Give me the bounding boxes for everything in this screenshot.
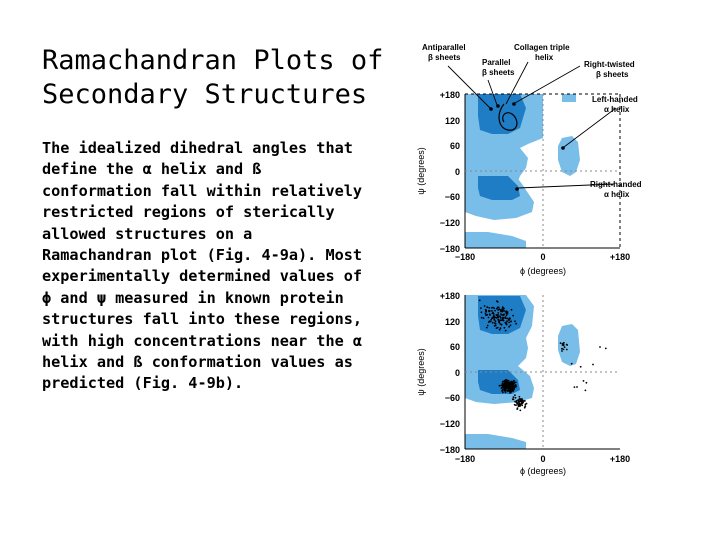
scatter-point bbox=[490, 319, 492, 321]
bottom-region-light bbox=[465, 232, 526, 248]
scatter-point bbox=[516, 401, 518, 403]
scatter-point bbox=[509, 387, 511, 389]
scatter-point bbox=[514, 404, 516, 406]
plot-a-ytick: −180 bbox=[439, 244, 460, 254]
slide-body-text: The idealized dihedral angles that define the α helix and ß conformation fall within relatively restricted regions of sterically allowed structures on a Ramachandran plot (Fig. 4-9a). Most experimentally determined values of ϕ and ψ measured in known protein structures fall into these regions, with high concentrations near the α helix and ß conformation values as predicted (Fig. 4-9b). bbox=[42, 139, 363, 393]
scatter-point bbox=[515, 397, 517, 399]
scatter-point bbox=[492, 322, 494, 324]
scatter-point bbox=[497, 317, 499, 319]
label-collagen: Collagen triple bbox=[514, 43, 570, 52]
scatter-point bbox=[561, 350, 563, 352]
scatter-point bbox=[500, 313, 502, 315]
scatter-point bbox=[512, 390, 514, 392]
scatter-point bbox=[501, 308, 503, 310]
scatter-point bbox=[520, 401, 522, 403]
scatter-point bbox=[521, 400, 523, 402]
scatter-point bbox=[503, 317, 505, 319]
scatter-point bbox=[574, 386, 576, 388]
scatter-point bbox=[507, 313, 509, 315]
scatter-point bbox=[514, 394, 516, 396]
scatter-point bbox=[525, 404, 527, 406]
scatter-point bbox=[515, 323, 517, 325]
label-parallel: Parallel bbox=[482, 58, 511, 67]
scatter-point bbox=[507, 380, 509, 382]
scatter-point bbox=[493, 307, 495, 309]
plot-b-ytick: −120 bbox=[439, 419, 460, 429]
scatter-point bbox=[481, 311, 483, 313]
scatter-point bbox=[493, 315, 495, 317]
scatter-point bbox=[514, 320, 516, 322]
plot-b-xtick: +180 bbox=[609, 454, 631, 464]
scatter-point bbox=[486, 306, 488, 308]
scatter-point bbox=[519, 398, 521, 400]
scatter-point bbox=[491, 310, 493, 312]
scatter-point bbox=[508, 326, 510, 328]
scatter-point bbox=[501, 310, 503, 312]
slide-title: Ramachandran Plots of Secondary Structures bbox=[42, 45, 384, 110]
scatter-point bbox=[513, 388, 515, 390]
scatter-point bbox=[571, 363, 573, 365]
scatter-point bbox=[507, 385, 509, 387]
scatter-point bbox=[497, 314, 499, 316]
scatter-point bbox=[505, 330, 507, 332]
beta-region-dark bbox=[478, 94, 526, 134]
scatter-point bbox=[502, 319, 504, 321]
scatter-point bbox=[513, 380, 515, 382]
scatter-point bbox=[488, 310, 490, 312]
scatter-point bbox=[513, 396, 515, 398]
plot-b-x-axis-label: ϕ (degrees) bbox=[519, 466, 567, 476]
ramachandran-plot-b bbox=[416, 291, 630, 476]
scatter-point bbox=[510, 321, 512, 323]
scatter-point bbox=[495, 323, 497, 325]
scatter-point bbox=[564, 346, 566, 348]
scatter-point bbox=[485, 309, 487, 311]
scatter-point bbox=[506, 390, 508, 392]
scatter-point bbox=[512, 315, 514, 317]
scatter-point bbox=[489, 320, 491, 322]
scatter-point bbox=[495, 320, 497, 322]
scatter-point bbox=[501, 324, 503, 326]
scatter-point bbox=[494, 310, 496, 312]
scatter-point bbox=[494, 317, 496, 319]
scatter-point bbox=[501, 387, 503, 389]
plot-a-ytick: +180 bbox=[439, 90, 460, 100]
scatter-point bbox=[502, 314, 504, 316]
scatter-point bbox=[504, 380, 506, 382]
scatter-point bbox=[510, 392, 512, 394]
scatter-point bbox=[519, 410, 521, 412]
scatter-point bbox=[496, 300, 498, 302]
scatter-point bbox=[497, 312, 499, 314]
scatter-point bbox=[508, 390, 510, 392]
plot-a-ytick: −120 bbox=[439, 218, 460, 228]
scatter-point bbox=[479, 300, 481, 302]
scatter-point bbox=[496, 327, 498, 329]
label-antiparallel: Antiparallel bbox=[422, 43, 466, 52]
scatter-point bbox=[500, 327, 502, 329]
scatter-point bbox=[519, 396, 521, 398]
scatter-point bbox=[524, 406, 526, 408]
allowed-regions bbox=[465, 94, 580, 248]
scatter-point bbox=[485, 313, 487, 315]
left-handed-region-light-b bbox=[558, 324, 580, 366]
label-right-handed-alpha: α helix bbox=[604, 190, 630, 199]
scatter-point bbox=[507, 387, 509, 389]
plot-b-ytick: 60 bbox=[449, 342, 460, 352]
scatter-point bbox=[488, 307, 490, 309]
scatter-point bbox=[484, 305, 486, 307]
scatter-point bbox=[566, 349, 568, 351]
scatter-point bbox=[502, 306, 504, 308]
scatter-point bbox=[499, 319, 501, 321]
scatter-point bbox=[491, 317, 493, 319]
scatter-point bbox=[505, 317, 507, 319]
scatter-point bbox=[508, 322, 510, 324]
left-handed-region-light bbox=[558, 136, 580, 176]
scatter-point bbox=[599, 346, 601, 348]
label-parallel-beta: β sheets bbox=[482, 68, 515, 77]
scatter-point bbox=[500, 309, 502, 311]
scatter-point bbox=[511, 384, 513, 386]
plot-a-y-axis-label: ψ (degrees) bbox=[416, 147, 426, 195]
scatter-point bbox=[576, 386, 578, 388]
scatter-point bbox=[510, 381, 512, 383]
scatter-point bbox=[509, 385, 511, 387]
ramachandran-plot-a bbox=[416, 43, 642, 276]
label-left-handed: Left-handed bbox=[592, 95, 638, 104]
scatter-point bbox=[480, 307, 482, 309]
scatter-point bbox=[489, 313, 491, 315]
scatter-point bbox=[585, 390, 587, 392]
scatter-point bbox=[494, 325, 496, 327]
plot-a-xtick: +180 bbox=[609, 252, 631, 262]
scatter-point bbox=[495, 314, 497, 316]
scatter-point bbox=[498, 321, 500, 323]
scatter-point bbox=[586, 382, 588, 384]
scatter-point bbox=[583, 380, 585, 382]
scatter-point bbox=[560, 342, 562, 344]
top-right-region-light bbox=[562, 94, 576, 102]
scatter-point bbox=[511, 387, 513, 389]
scatter-point bbox=[511, 309, 513, 311]
scatter-point bbox=[499, 385, 501, 387]
scatter-point bbox=[504, 390, 506, 392]
scatter-point bbox=[505, 385, 507, 387]
label-antiparallel-beta: β sheets bbox=[428, 53, 461, 62]
scatter-point bbox=[486, 327, 488, 329]
scatter-point bbox=[496, 308, 498, 310]
scatter-point bbox=[499, 329, 501, 331]
scatter-point bbox=[512, 398, 514, 400]
scatter-point bbox=[503, 308, 505, 310]
scatter-point bbox=[487, 325, 489, 327]
scatter-point bbox=[518, 404, 520, 406]
label-right-twisted-beta: β sheets bbox=[596, 70, 629, 79]
scatter-point bbox=[580, 366, 582, 368]
scatter-point bbox=[505, 311, 507, 313]
plot-b-y-axis-label: ψ (degrees) bbox=[416, 348, 426, 396]
plot-a-x-axis-label: ϕ (degrees) bbox=[519, 266, 567, 276]
scatter-point bbox=[503, 310, 505, 312]
label-right-handed: Right-handed bbox=[590, 180, 642, 189]
scatter-point bbox=[485, 311, 487, 313]
scatter-point bbox=[510, 324, 512, 326]
scatter-point bbox=[562, 344, 564, 346]
scatter-point bbox=[506, 320, 508, 322]
scatter-point bbox=[522, 401, 524, 403]
plot-a-xtick: −180 bbox=[454, 252, 476, 262]
scatter-point bbox=[481, 317, 483, 319]
ramachandran-figure bbox=[408, 36, 658, 476]
plot-b-xtick: 0 bbox=[540, 454, 546, 464]
scatter-point bbox=[563, 342, 565, 344]
scatter-point bbox=[509, 382, 511, 384]
plot-a-xtick: 0 bbox=[540, 252, 546, 262]
scatter-point bbox=[592, 364, 594, 366]
scatter-point bbox=[605, 348, 607, 350]
scatter-point bbox=[505, 391, 507, 393]
scatter-point bbox=[488, 317, 490, 319]
scatter-point bbox=[491, 307, 493, 309]
scatter-point bbox=[500, 317, 502, 319]
scatter-point bbox=[504, 327, 506, 329]
plot-a-ytick: 60 bbox=[449, 141, 460, 151]
scatter-point bbox=[566, 344, 568, 346]
scatter-point bbox=[517, 407, 519, 409]
plot-a-ytick: 0 bbox=[454, 167, 460, 177]
plot-b-ytick: −180 bbox=[439, 445, 460, 455]
scatter-point bbox=[506, 314, 508, 316]
label-right-twisted: Right-twisted bbox=[584, 60, 635, 69]
plot-a-ytick: −60 bbox=[444, 192, 460, 202]
scatter-point bbox=[502, 385, 504, 387]
scatter-point bbox=[520, 403, 522, 405]
scatter-point bbox=[483, 317, 485, 319]
plot-b-ytick: −60 bbox=[444, 393, 460, 403]
scatter-point bbox=[561, 348, 563, 350]
bottom-region-light-b bbox=[465, 434, 526, 449]
scatter-point bbox=[506, 382, 508, 384]
scatter-point bbox=[506, 322, 508, 324]
scatter-point bbox=[485, 314, 487, 316]
scatter-point bbox=[509, 318, 511, 320]
plot-b-xtick: −180 bbox=[454, 454, 476, 464]
scatter-point bbox=[499, 315, 501, 317]
scatter-point bbox=[521, 398, 523, 400]
plot-b-ytick: 0 bbox=[454, 368, 460, 378]
scatter-point bbox=[503, 383, 505, 385]
scatter-point bbox=[492, 312, 494, 314]
plot-b-ytick: 120 bbox=[444, 317, 460, 327]
label-left-handed-alpha: α helix bbox=[604, 105, 630, 114]
scatter-point bbox=[493, 319, 495, 321]
scatter-point bbox=[515, 384, 517, 386]
plot-b-ytick: +180 bbox=[439, 291, 460, 301]
label-collagen-helix: helix bbox=[535, 53, 554, 62]
scatter-point bbox=[518, 401, 520, 403]
plot-a-ytick: 120 bbox=[444, 116, 460, 126]
